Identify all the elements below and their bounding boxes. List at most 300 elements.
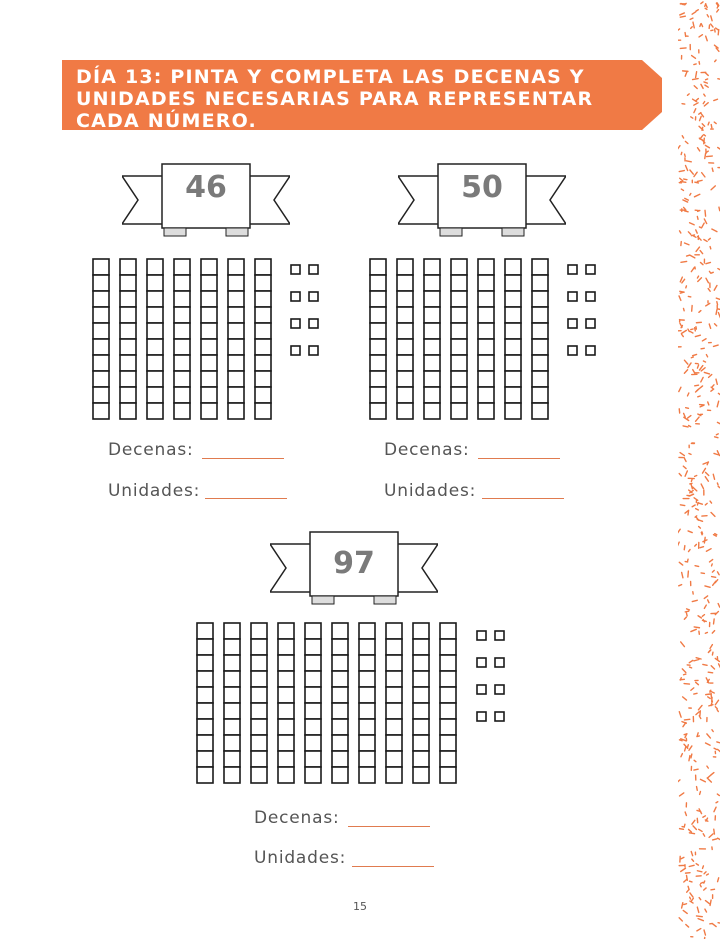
tens-rod-cube[interactable] xyxy=(386,767,402,783)
decenas-answer-line[interactable] xyxy=(478,458,560,459)
pattern-dash xyxy=(688,232,690,235)
tens-rod-cube[interactable] xyxy=(386,735,402,751)
tens-rod-cube[interactable] xyxy=(197,735,213,751)
tens-rod-cube[interactable] xyxy=(228,355,244,371)
tens-rod-cube[interactable] xyxy=(386,703,402,719)
tens-rod-cube[interactable] xyxy=(251,687,267,703)
tens-rod-cube[interactable] xyxy=(332,623,348,639)
tens-rod-cube[interactable] xyxy=(224,735,240,751)
tens-rod-cube[interactable] xyxy=(147,355,163,371)
tens-rod-cube[interactable] xyxy=(359,735,375,751)
tens-rod-cube[interactable] xyxy=(278,623,294,639)
tens-rod-cube[interactable] xyxy=(224,623,240,639)
tens-rod-cube[interactable] xyxy=(120,355,136,371)
tens-rod-cube[interactable] xyxy=(386,623,402,639)
tens-rod-cube[interactable] xyxy=(440,623,456,639)
tens-rod-cube[interactable] xyxy=(532,307,548,323)
pattern-dash xyxy=(696,230,697,233)
tens-rod-cube[interactable] xyxy=(174,275,190,291)
unit-cube[interactable] xyxy=(309,319,318,328)
tens-rod-cube[interactable] xyxy=(478,291,494,307)
tens-rod-cube[interactable] xyxy=(332,671,348,687)
tens-rod-cube[interactable] xyxy=(413,751,429,767)
unit-cube[interactable] xyxy=(477,658,486,667)
unidades-answer-line[interactable] xyxy=(205,498,287,499)
tens-rod-cube[interactable] xyxy=(359,703,375,719)
tens-rod-cube[interactable] xyxy=(440,687,456,703)
tens-rod-cube[interactable] xyxy=(532,403,548,419)
tens-rod-cube[interactable] xyxy=(359,751,375,767)
tens-rod-cube[interactable] xyxy=(147,403,163,419)
tens-rod-cube[interactable] xyxy=(440,751,456,767)
tens-rod-cube[interactable] xyxy=(255,291,271,307)
unidades-answer-line[interactable] xyxy=(482,498,564,499)
pattern-dash xyxy=(706,355,707,357)
tens-rod-cube[interactable] xyxy=(224,703,240,719)
unit-cube[interactable] xyxy=(477,631,486,640)
tens-rod-cube[interactable] xyxy=(147,275,163,291)
tens-rod-cube[interactable] xyxy=(451,291,467,307)
unit-cube[interactable] xyxy=(291,265,300,274)
unit-cube[interactable] xyxy=(477,712,486,721)
unit-cube[interactable] xyxy=(309,292,318,301)
tens-rod-cube[interactable] xyxy=(251,719,267,735)
tens-rod-cube[interactable] xyxy=(201,355,217,371)
tens-rod-cube[interactable] xyxy=(228,307,244,323)
tens-rod-cube[interactable] xyxy=(397,355,413,371)
unit-cube[interactable] xyxy=(495,712,504,721)
tens-rod-cube[interactable] xyxy=(332,735,348,751)
pattern-dash xyxy=(706,262,711,263)
tens-rods xyxy=(369,258,559,423)
tens-rod-cube[interactable] xyxy=(359,767,375,783)
tens-rod-cube[interactable] xyxy=(451,259,467,275)
tens-rod-cube[interactable] xyxy=(370,355,386,371)
tens-rod-cube[interactable] xyxy=(370,323,386,339)
pattern-dash xyxy=(689,494,693,496)
tens-rod-cube[interactable] xyxy=(251,671,267,687)
pattern-dash xyxy=(713,474,714,479)
pattern-dash xyxy=(694,86,697,89)
tens-rod-cube[interactable] xyxy=(201,323,217,339)
tens-rod-cube[interactable] xyxy=(505,275,521,291)
tens-rod-cube[interactable] xyxy=(397,275,413,291)
tens-rod-cube[interactable] xyxy=(424,387,440,403)
tens-rod-cube[interactable] xyxy=(424,275,440,291)
unit-cube[interactable] xyxy=(568,292,577,301)
tens-rod-cube[interactable] xyxy=(413,655,429,671)
tens-rod-cube[interactable] xyxy=(359,719,375,735)
tens-rod-cube[interactable] xyxy=(228,387,244,403)
tens-rod-cube[interactable] xyxy=(332,639,348,655)
pattern-dash xyxy=(704,930,705,935)
tens-rod-cube[interactable] xyxy=(413,719,429,735)
tens-rod-cube[interactable] xyxy=(228,371,244,387)
tens-rod-cube[interactable] xyxy=(228,403,244,419)
tens-rod-cube[interactable] xyxy=(305,687,321,703)
tens-rod-cube[interactable] xyxy=(478,355,494,371)
tens-rod-cube[interactable] xyxy=(424,371,440,387)
tens-rod-cube[interactable] xyxy=(532,371,548,387)
tens-rod-cube[interactable] xyxy=(197,703,213,719)
tens-rod-cube[interactable] xyxy=(93,355,109,371)
tens-rod-cube[interactable] xyxy=(305,767,321,783)
tens-rod-cube[interactable] xyxy=(174,259,190,275)
tens-rod-cube[interactable] xyxy=(197,655,213,671)
tens-rod-cube[interactable] xyxy=(451,339,467,355)
tens-rod-cube[interactable] xyxy=(440,719,456,735)
tens-rod-cube[interactable] xyxy=(413,687,429,703)
tens-rod-cube[interactable] xyxy=(424,291,440,307)
decenas-answer-line[interactable] xyxy=(348,826,430,827)
tens-rod-cube[interactable] xyxy=(255,259,271,275)
tens-rod-cube[interactable] xyxy=(370,371,386,387)
tens-rod-cube[interactable] xyxy=(251,767,267,783)
tens-rod-cube[interactable] xyxy=(305,623,321,639)
tens-rod-cube[interactable] xyxy=(120,259,136,275)
tens-rod-cube[interactable] xyxy=(505,387,521,403)
tens-rod-cube[interactable] xyxy=(93,371,109,387)
tens-rod-cube[interactable] xyxy=(451,307,467,323)
tens-rod-cube[interactable] xyxy=(332,687,348,703)
tens-rod-cube[interactable] xyxy=(174,403,190,419)
tens-rod-cube[interactable] xyxy=(278,719,294,735)
unit-cube[interactable] xyxy=(586,265,595,274)
tens-rod-cube[interactable] xyxy=(413,623,429,639)
unit-cube[interactable] xyxy=(586,319,595,328)
tens-rod-cube[interactable] xyxy=(532,259,548,275)
tens-rod-cube[interactable] xyxy=(386,751,402,767)
tens-rod-cube[interactable] xyxy=(93,259,109,275)
tens-rod-cube[interactable] xyxy=(505,291,521,307)
tens-rod-cube[interactable] xyxy=(278,687,294,703)
tens-rod-cube[interactable] xyxy=(505,339,521,355)
tens-rod-cube[interactable] xyxy=(505,323,521,339)
tens-rod-cube[interactable] xyxy=(478,339,494,355)
pattern-dash xyxy=(700,251,702,254)
tens-rod-cube[interactable] xyxy=(397,323,413,339)
tens-rod-cube[interactable] xyxy=(201,259,217,275)
tens-rod-cube[interactable] xyxy=(255,339,271,355)
tens-rod-cube[interactable] xyxy=(451,371,467,387)
tens-rod-cube[interactable] xyxy=(532,387,548,403)
tens-rod-cube[interactable] xyxy=(532,339,548,355)
pattern-dash xyxy=(708,697,711,699)
tens-rod-cube[interactable] xyxy=(305,735,321,751)
tens-rod-cube[interactable] xyxy=(147,387,163,403)
pattern-dash xyxy=(706,4,708,8)
unit-cube[interactable] xyxy=(477,685,486,694)
tens-rod-cube[interactable] xyxy=(370,307,386,323)
tens-rod-cube[interactable] xyxy=(332,719,348,735)
tens-rod-cube[interactable] xyxy=(147,291,163,307)
tens-rod-cube[interactable] xyxy=(251,703,267,719)
tens-rod-cube[interactable] xyxy=(440,655,456,671)
tens-rod-cube[interactable] xyxy=(305,639,321,655)
tens-rod-cube[interactable] xyxy=(201,371,217,387)
tens-rod-cube[interactable] xyxy=(478,403,494,419)
unit-cube[interactable] xyxy=(495,685,504,694)
tens-rod-cube[interactable] xyxy=(332,751,348,767)
tens-rod-cube[interactable] xyxy=(147,339,163,355)
tens-rod-cube[interactable] xyxy=(478,307,494,323)
tens-rod-cube[interactable] xyxy=(228,275,244,291)
tens-rod-cube[interactable] xyxy=(424,259,440,275)
tens-rod-cube[interactable] xyxy=(201,387,217,403)
pattern-dash xyxy=(697,929,701,931)
tens-rod-cube[interactable] xyxy=(413,639,429,655)
tens-rod-cube[interactable] xyxy=(255,403,271,419)
unit-cube[interactable] xyxy=(586,346,595,355)
tens-rod-cube[interactable] xyxy=(305,719,321,735)
tens-rod-cube[interactable] xyxy=(359,671,375,687)
tens-rod-cube[interactable] xyxy=(397,307,413,323)
tens-rod-cube[interactable] xyxy=(120,371,136,387)
tens-rod-cube[interactable] xyxy=(255,355,271,371)
tens-rod-cube[interactable] xyxy=(451,275,467,291)
tens-rod-cube[interactable] xyxy=(197,639,213,655)
pattern-dash xyxy=(690,331,693,333)
tens-rod-cube[interactable] xyxy=(532,291,548,307)
tens-rod-cube[interactable] xyxy=(440,767,456,783)
tens-rod-cube[interactable] xyxy=(278,639,294,655)
tens-rod-cube[interactable] xyxy=(120,323,136,339)
tens-rod-cube[interactable] xyxy=(424,403,440,419)
tens-rod-cube[interactable] xyxy=(255,371,271,387)
tens-rod-cube[interactable] xyxy=(505,355,521,371)
tens-rod-cube[interactable] xyxy=(201,291,217,307)
pattern-dash xyxy=(697,503,698,505)
pattern-dash xyxy=(682,334,684,336)
tens-rod-cube[interactable] xyxy=(120,339,136,355)
tens-rod-cube[interactable] xyxy=(278,751,294,767)
tens-rod-cube[interactable] xyxy=(386,687,402,703)
tens-rod-cube[interactable] xyxy=(278,703,294,719)
tens-rod-cube[interactable] xyxy=(397,403,413,419)
tens-rod-cube[interactable] xyxy=(370,259,386,275)
tens-rod-cube[interactable] xyxy=(451,387,467,403)
pattern-dash xyxy=(683,200,688,202)
unit-cube[interactable] xyxy=(495,631,504,640)
tens-rod-cube[interactable] xyxy=(93,307,109,323)
pattern-dash xyxy=(684,824,685,826)
tens-rod-cube[interactable] xyxy=(174,323,190,339)
tens-rod-cube[interactable] xyxy=(251,751,267,767)
tens-rod-cube[interactable] xyxy=(93,323,109,339)
tens-rod-cube[interactable] xyxy=(120,307,136,323)
pattern-dash xyxy=(707,734,711,738)
tens-rod-cube[interactable] xyxy=(451,323,467,339)
unit-cube[interactable] xyxy=(568,346,577,355)
tens-rod-cube[interactable] xyxy=(224,639,240,655)
tens-rod-cube[interactable] xyxy=(440,671,456,687)
tens-rod-cube[interactable] xyxy=(424,339,440,355)
tens-rod-cube[interactable] xyxy=(147,307,163,323)
tens-rod-cube[interactable] xyxy=(505,371,521,387)
tens-rod-cube[interactable] xyxy=(120,387,136,403)
unit-cube[interactable] xyxy=(568,319,577,328)
unit-cube[interactable] xyxy=(291,292,300,301)
tens-rod-cube[interactable] xyxy=(255,307,271,323)
tens-rod-cube[interactable] xyxy=(386,719,402,735)
tens-rod-cube[interactable] xyxy=(197,623,213,639)
tens-rod-cube[interactable] xyxy=(197,687,213,703)
tens-rod-cube[interactable] xyxy=(370,387,386,403)
tens-rod-cube[interactable] xyxy=(174,339,190,355)
tens-rod-cube[interactable] xyxy=(370,339,386,355)
tens-rod-cube[interactable] xyxy=(370,291,386,307)
tens-rod-cube[interactable] xyxy=(251,735,267,751)
tens-rod-cube[interactable] xyxy=(440,639,456,655)
tens-rod-cube[interactable] xyxy=(120,291,136,307)
tens-rod-cube[interactable] xyxy=(174,371,190,387)
tens-rod-cube[interactable] xyxy=(93,403,109,419)
tens-rod-cube[interactable] xyxy=(93,387,109,403)
tens-rod-cube[interactable] xyxy=(224,655,240,671)
tens-rod-cube[interactable] xyxy=(332,703,348,719)
tens-rod-cube[interactable] xyxy=(478,323,494,339)
pattern-dash xyxy=(705,210,706,216)
tens-rod-cube[interactable] xyxy=(228,259,244,275)
tens-rod-cube[interactable] xyxy=(147,323,163,339)
tens-rod-cube[interactable] xyxy=(413,703,429,719)
unit-cube[interactable] xyxy=(309,265,318,274)
tens-rod-cube[interactable] xyxy=(251,655,267,671)
tens-rod-cube[interactable] xyxy=(478,275,494,291)
tens-rod-cube[interactable] xyxy=(251,639,267,655)
unit-cube[interactable] xyxy=(586,292,595,301)
tens-rod-cube[interactable] xyxy=(386,639,402,655)
tens-rod-cube[interactable] xyxy=(93,275,109,291)
tens-rod-cube[interactable] xyxy=(93,291,109,307)
tens-rod-cube[interactable] xyxy=(228,291,244,307)
tens-rod-cube[interactable] xyxy=(305,703,321,719)
tens-rod-cube[interactable] xyxy=(278,655,294,671)
tens-rod-cube[interactable] xyxy=(505,307,521,323)
tens-rod-cube[interactable] xyxy=(424,307,440,323)
tens-rod-cube[interactable] xyxy=(224,751,240,767)
pattern-dash xyxy=(685,812,686,816)
tens-rod-cube[interactable] xyxy=(201,403,217,419)
tens-rod-cube[interactable] xyxy=(305,751,321,767)
tens-rod-cube[interactable] xyxy=(386,671,402,687)
tens-rod-cube[interactable] xyxy=(478,259,494,275)
tens-rod-cube[interactable] xyxy=(413,671,429,687)
tens-rod-cube[interactable] xyxy=(278,767,294,783)
tens-rod-cube[interactable] xyxy=(197,751,213,767)
unit-cube[interactable] xyxy=(291,319,300,328)
tens-rod-cube[interactable] xyxy=(224,719,240,735)
tens-rod-cube[interactable] xyxy=(255,275,271,291)
unidades-answer-line[interactable] xyxy=(352,866,434,867)
tens-rod-cube[interactable] xyxy=(478,371,494,387)
tens-rod-cube[interactable] xyxy=(224,767,240,783)
tens-rod-cube[interactable] xyxy=(174,355,190,371)
tens-rod-cube[interactable] xyxy=(255,387,271,403)
tens-rod-cube[interactable] xyxy=(440,735,456,751)
unit-cube[interactable] xyxy=(309,346,318,355)
tens-rod-cube[interactable] xyxy=(397,259,413,275)
tens-rod-cube[interactable] xyxy=(397,291,413,307)
tens-rod-cube[interactable] xyxy=(174,387,190,403)
pattern-dash xyxy=(684,719,689,720)
tens-rod-cube[interactable] xyxy=(370,403,386,419)
pattern-dash xyxy=(696,864,698,865)
tens-rod-cube[interactable] xyxy=(93,339,109,355)
tens-rod-cube[interactable] xyxy=(397,371,413,387)
pattern-dash xyxy=(693,22,694,28)
tens-rod-cube[interactable] xyxy=(505,403,521,419)
unit-cube[interactable] xyxy=(291,346,300,355)
tens-rod-cube[interactable] xyxy=(359,687,375,703)
tens-rod-cube[interactable] xyxy=(532,355,548,371)
tens-rod-cube[interactable] xyxy=(370,275,386,291)
tens-rod-cube[interactable] xyxy=(201,339,217,355)
tens-rod-cube[interactable] xyxy=(532,275,548,291)
tens-rod-cube[interactable] xyxy=(278,671,294,687)
tens-rod-cube[interactable] xyxy=(147,259,163,275)
tens-rod-cube[interactable] xyxy=(451,355,467,371)
tens-rod-cube[interactable] xyxy=(201,275,217,291)
tens-rod-cube[interactable] xyxy=(197,767,213,783)
tens-rod-cube[interactable] xyxy=(174,307,190,323)
tens-rod-cube[interactable] xyxy=(305,671,321,687)
tens-rod-cube[interactable] xyxy=(532,323,548,339)
tens-rod-cube[interactable] xyxy=(424,355,440,371)
tens-rod-cube[interactable] xyxy=(174,291,190,307)
pattern-dash xyxy=(680,292,684,293)
unit-cube[interactable] xyxy=(495,658,504,667)
tens-rod-cube[interactable] xyxy=(255,323,271,339)
tens-rod-cube[interactable] xyxy=(386,655,402,671)
tens-rod-cube[interactable] xyxy=(278,735,294,751)
tens-rod-cube[interactable] xyxy=(359,639,375,655)
tens-rod-cube[interactable] xyxy=(197,719,213,735)
unit-cube[interactable] xyxy=(568,265,577,274)
tens-rod-cube[interactable] xyxy=(251,623,267,639)
tens-rod-cube[interactable] xyxy=(451,403,467,419)
tens-rod-cube[interactable] xyxy=(224,687,240,703)
tens-rod-cube[interactable] xyxy=(359,655,375,671)
tens-rod-cube[interactable] xyxy=(359,623,375,639)
tens-rod-cube[interactable] xyxy=(413,735,429,751)
tens-rod-cube[interactable] xyxy=(147,371,163,387)
tens-rod-cube[interactable] xyxy=(332,767,348,783)
unit-cubes xyxy=(476,630,510,726)
pattern-dash xyxy=(685,747,686,751)
tens-rod-cube[interactable] xyxy=(120,275,136,291)
tens-rod-cube[interactable] xyxy=(228,323,244,339)
pattern-dash xyxy=(698,616,701,618)
pattern-dash xyxy=(705,586,710,587)
tens-rod-cube[interactable] xyxy=(413,767,429,783)
tens-rod-cube[interactable] xyxy=(397,339,413,355)
tens-rod-cube[interactable] xyxy=(228,339,244,355)
decenas-answer-line[interactable] xyxy=(202,458,284,459)
tens-rod-cube[interactable] xyxy=(305,655,321,671)
tens-rod-cube[interactable] xyxy=(197,671,213,687)
tens-rod-cube[interactable] xyxy=(397,387,413,403)
tens-rod-cube[interactable] xyxy=(332,655,348,671)
tens-rod-cube[interactable] xyxy=(224,671,240,687)
tens-rod-cube[interactable] xyxy=(424,323,440,339)
tens-rod-cube[interactable] xyxy=(201,307,217,323)
tens-rod-cube[interactable] xyxy=(478,387,494,403)
tens-rod-cube[interactable] xyxy=(120,403,136,419)
tens-rod-cube[interactable] xyxy=(505,259,521,275)
pattern-dash xyxy=(697,180,702,181)
tens-rod-cube[interactable] xyxy=(440,703,456,719)
